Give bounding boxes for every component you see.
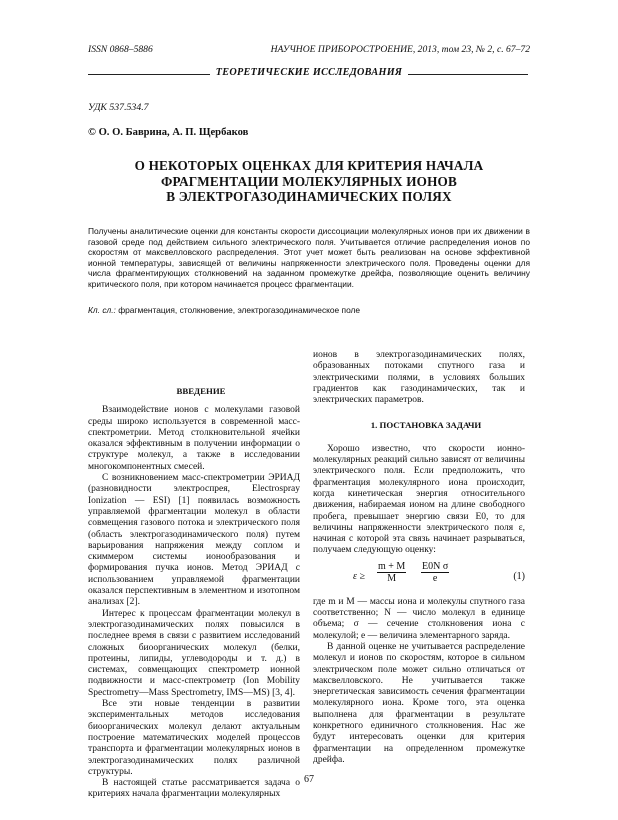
title-line: О НЕКОТОРЫХ ОЦЕНКАХ ДЛЯ КРИТЕРИЯ НАЧАЛА bbox=[134, 158, 484, 173]
keywords-label: Кл. сл.: bbox=[88, 305, 116, 315]
section-label bbox=[0, 67, 618, 78]
article-title bbox=[88, 158, 530, 205]
paragraph: Все эти новые тенденции в развитии экспериментальных методов исследования биоорганических молекул делают актуальным построение математических моделей процессов транспорта и фрагментации молекулярных ионов в электрогазодинамических полях различной структуры. bbox=[88, 699, 300, 777]
formula-numerator: E0N σ bbox=[422, 560, 449, 572]
left-column bbox=[88, 386, 300, 801]
right-column bbox=[313, 350, 525, 766]
formula-lhs: ε ≥ bbox=[353, 570, 365, 582]
paragraph: С возникновением масс-спектрометрии ЭРИАД (разновидности электроспрея, Electrospray Ionization — ESI) [1] появилась возможность управляемой фрагментации молекул в области совмещения газового потока и электрического поля (область электрогазодинамического поля) путем варьирования напряжения между соплом и скиммером системы ионообразования и формирования пучка ионов. Метод ЭРИАД с использованием управляемой фрагментации оказался перспективным в элементном и изотопном анализах [2]. bbox=[88, 473, 300, 608]
formula-denominator: M bbox=[387, 573, 397, 585]
paragraph: Хорошо известно, что скорости ионно-молекулярных реакций сильно зависят от величины электрического поля. Если предположить, что фрагментация молекулярного иона происходит, когда кинетическая энергия относительного движения, набираемая ионом на длине свободного пробега, превышает энергию связи E0, то для величины напряженности электрического поля ε, начиная с которой эта связь начинает разрываться, получаем следующую оценку: bbox=[313, 443, 525, 556]
formula-numerator: m + M bbox=[378, 560, 406, 572]
page-number: 67 bbox=[304, 774, 314, 785]
paragraph: где m и M — массы иона и молекулы спутного газа соответственно; N — число молекул в единице объема; σ — сечение столкновения иона с молекулой; e — величина элементарного заряда. bbox=[313, 596, 525, 641]
paragraph: Интерес к процессам фрагментации молекул в электрогазодинамических полях повысился в последнее время в связи с развитием исследований сложных биоорганических молекул (белки, протеины, липиды, углеводороды и т. д.) в системах, совмещающих спектрометр ионной подвижности и масс-спектрометр (Ion Mobility Spectrometry—Mass Spectrometry, IMS—MS) [3, 4]. bbox=[88, 608, 300, 698]
title-line: В ЭЛЕКТРОГАЗОДИНАМИЧЕСКИХ ПОЛЯХ bbox=[166, 189, 452, 204]
paragraph: ионов в электрогазодинамических полях, образованных потоками спутного газа и электрическими полями, в условиях больших градиентов как газодинамических, так и электрических параметров. bbox=[313, 350, 525, 406]
paragraph: В настоящей статье рассматривается задача о критериях начала фрагментации молекулярных bbox=[88, 778, 300, 800]
journal-header: НАУЧНОЕ ПРИБОРОСТРОЕНИЕ, 2013, том 23, № 2, с. 67–72 bbox=[270, 44, 530, 55]
formula-fraction-1 bbox=[377, 561, 406, 585]
formula-denominator: e bbox=[432, 573, 438, 585]
authors: © О. О. Бaврина, А. П. Щербаков bbox=[88, 127, 249, 138]
keywords bbox=[88, 305, 360, 315]
section-heading: 1. ПОСТАНОВКА ЗАДАЧИ bbox=[370, 420, 482, 431]
title-line: ФРАГМЕНТАЦИИ МОЛЕКУЛЯРНЫХ ИОНОВ bbox=[160, 173, 458, 189]
formula-fraction-2 bbox=[421, 561, 449, 585]
equation-1 bbox=[313, 561, 525, 595]
udk-code: УДК 537.534.7 bbox=[88, 102, 149, 113]
intro-heading: ВВЕДЕНИЕ bbox=[176, 386, 226, 396]
paragraph: Взаимодействие ионов с молекулами газовой среды широко используется в современной масс-спектрометрии. Метод столкновительной ячейки оказался эффективным в получении информации о структуре молекул, а также в исследовании многокомпонентных смесей. bbox=[88, 405, 300, 472]
paragraph: В данной оценке не учитывается распределение молекул и ионов по скоростям, которое в сильном электрическом поле может сильно отличаться от максвелловского. Не учитывается также энергетическая зависимость сечения фрагментации молекулярного иона. Кроме того, эта оценка выполнена для фрагментации в результате конкретного единичного столкновения. Нас же будут интересовать оценки для критерия фрагментации на определенном промежутке дрейфа. bbox=[313, 641, 525, 765]
equation-number: (1) bbox=[513, 570, 525, 582]
keywords-text: фрагментация, столкновение, электрогазодинамическое поле bbox=[118, 305, 361, 315]
issn-header: ISSN 0868–5886 bbox=[88, 44, 153, 55]
abstract: Получены аналитические оценки для константы скорости диссоциации молекулярных ионов при их движении в газовой среде под действием сильного электрического поля. Учитывается отличие распределения ионов по скоростям от максвелловского распределения. Этот учет может быть реализован на основе эффективной ионной температуры, зависящей от величины напряженности электрического поля. Проведены оценки для числа фрагментирующих столкновений на заданном промежутке дрейфа, позволяющие оценить величину критического поля, при котором начинается процесс фрагментации. bbox=[88, 226, 530, 289]
section-label-text: ТЕОРЕТИЧЕСКИЕ ИССЛЕДОВАНИЯ bbox=[210, 67, 409, 78]
